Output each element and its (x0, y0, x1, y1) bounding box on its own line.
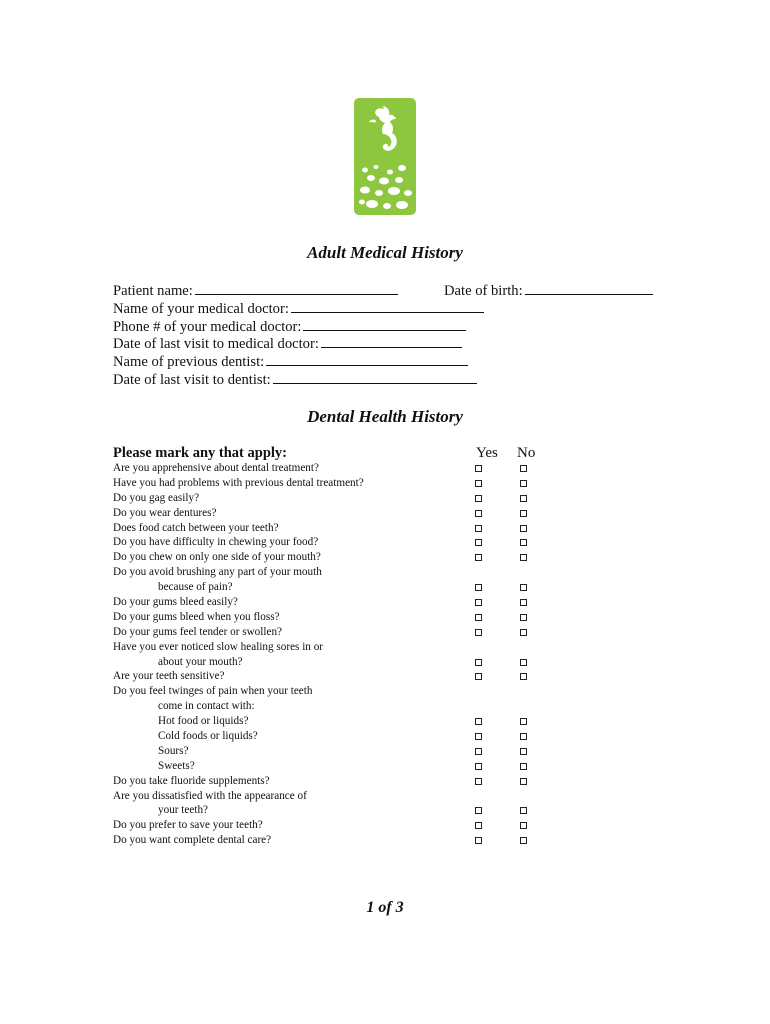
patient-name-label: Patient name: (113, 283, 193, 299)
no-checkbox[interactable] (520, 539, 527, 546)
question-text: Do you take fluoride supplements? (113, 774, 270, 787)
seahorse-logo-icon (354, 98, 416, 215)
question-row (113, 550, 543, 565)
yes-checkbox[interactable] (475, 495, 482, 502)
date-of-birth-field[interactable] (525, 281, 653, 295)
yes-checkbox[interactable] (475, 629, 482, 636)
last-doctor-visit-label: Date of last visit to medical doctor: (113, 336, 319, 353)
dental-history-title: Dental Health History (307, 407, 463, 426)
question-row (113, 714, 543, 729)
no-checkbox[interactable] (520, 510, 527, 517)
yes-checkbox[interactable] (475, 584, 482, 591)
yes-checkbox[interactable] (475, 539, 482, 546)
no-checkbox[interactable] (520, 495, 527, 502)
previous-dentist-row (113, 352, 658, 370)
yes-checkbox[interactable] (475, 510, 482, 517)
question-row (113, 818, 543, 833)
no-checkbox[interactable] (520, 584, 527, 591)
question-text: Do your gums bleed when you floss? (113, 610, 280, 623)
no-checkbox[interactable] (520, 659, 527, 666)
question-row (113, 461, 543, 476)
no-checkbox[interactable] (520, 718, 527, 725)
question-text: Do your gums feel tender or swollen? (113, 625, 283, 638)
question-text: Do you chew on only one side of your mouth? (113, 551, 321, 564)
no-checkbox[interactable] (520, 629, 527, 636)
question-row (113, 684, 543, 699)
question-text: Have you had problems with previous dental treatment? (113, 476, 364, 489)
question-row (113, 640, 543, 655)
question-text: Sours? (158, 744, 189, 757)
no-checkbox[interactable] (520, 807, 527, 814)
yes-checkbox[interactable] (475, 554, 482, 561)
yes-checkbox[interactable] (475, 659, 482, 666)
yes-checkbox[interactable] (475, 718, 482, 725)
yes-checkbox[interactable] (475, 614, 482, 621)
question-text: Do your gums bleed easily? (113, 596, 238, 609)
question-text: Do you avoid brushing any part of your mouth (113, 566, 322, 579)
question-row (113, 521, 543, 536)
doctor-phone-label: Phone # of your medical doctor: (113, 318, 302, 335)
yes-checkbox[interactable] (475, 837, 482, 844)
questions-prompt: Please mark any that apply: (113, 445, 287, 461)
question-text: Sweets? (158, 759, 195, 772)
question-row (113, 625, 543, 640)
question-row (113, 803, 543, 818)
no-checkbox[interactable] (520, 748, 527, 755)
patient-name-row (113, 281, 658, 299)
question-row (113, 699, 543, 714)
no-checkbox[interactable] (520, 763, 527, 770)
medical-doctor-row (113, 299, 658, 317)
medical-doctor-field[interactable] (291, 299, 484, 313)
question-row (113, 744, 543, 759)
question-row (113, 655, 543, 670)
question-text: your teeth? (158, 804, 209, 817)
doctor-phone-row (113, 317, 658, 335)
yes-checkbox[interactable] (475, 778, 482, 785)
question-row (113, 789, 543, 804)
yes-checkbox[interactable] (475, 733, 482, 740)
no-checkbox[interactable] (520, 778, 527, 785)
last-dentist-visit-field[interactable] (273, 370, 477, 384)
medical-doctor-label: Name of your medical doctor: (113, 300, 289, 317)
no-column-header: No (517, 445, 536, 461)
yes-checkbox[interactable] (475, 763, 482, 770)
patient-name-field[interactable] (195, 281, 398, 295)
question-text: Do you gag easily? (113, 491, 200, 504)
no-checkbox[interactable] (520, 525, 527, 532)
yes-checkbox[interactable] (475, 748, 482, 755)
question-row (113, 729, 543, 744)
medical-history-title: Adult Medical History (307, 243, 463, 262)
question-row (113, 491, 543, 506)
no-checkbox[interactable] (520, 733, 527, 740)
doctor-phone-field[interactable] (303, 317, 466, 331)
yes-column-header: Yes (476, 445, 498, 461)
yes-checkbox[interactable] (475, 822, 482, 829)
question-row (113, 535, 543, 550)
question-text: Do you feel twinges of pain when your teeth (113, 685, 313, 698)
page-number: 1 of 3 (366, 899, 404, 916)
patient-info-section (113, 281, 658, 388)
date-of-birth-label: Date of birth: (444, 283, 523, 299)
question-text: about your mouth? (158, 655, 243, 668)
yes-checkbox[interactable] (475, 480, 482, 487)
previous-dentist-label: Name of previous dentist: (113, 354, 265, 371)
question-row (113, 759, 543, 774)
question-text: because of pain? (158, 581, 233, 594)
last-doctor-visit-field[interactable] (321, 334, 462, 348)
question-text: Do you wear dentures? (113, 506, 217, 519)
yes-checkbox[interactable] (475, 807, 482, 814)
last-dentist-visit-label: Date of last visit to dentist: (113, 371, 271, 388)
question-row (113, 565, 543, 580)
question-row (113, 580, 543, 595)
question-text: Do you prefer to save your teeth? (113, 819, 263, 832)
question-text: Do you want complete dental care? (113, 834, 272, 847)
no-checkbox[interactable] (520, 599, 527, 606)
question-row (113, 669, 543, 684)
question-row (113, 610, 543, 625)
question-text: Are your teeth sensitive? (113, 670, 225, 683)
last-dentist-visit-row (113, 370, 658, 388)
question-text: Are you apprehensive about dental treatment? (113, 462, 319, 474)
yes-checkbox[interactable] (475, 465, 482, 472)
no-checkbox[interactable] (520, 554, 527, 561)
question-row (113, 595, 543, 610)
question-text: Are you dissatisfied with the appearance of (113, 789, 307, 802)
question-text: come in contact with: (158, 700, 255, 713)
questions-list (113, 461, 543, 848)
no-checkbox[interactable] (520, 673, 527, 680)
yes-checkbox[interactable] (475, 673, 482, 680)
last-doctor-visit-row (113, 334, 658, 352)
no-checkbox[interactable] (520, 837, 527, 844)
no-checkbox[interactable] (520, 822, 527, 829)
question-row (113, 774, 543, 789)
question-text: Do you have difficulty in chewing your food? (113, 536, 319, 549)
yes-checkbox[interactable] (475, 525, 482, 532)
question-row (113, 476, 543, 491)
question-text: Cold foods or liquids? (158, 730, 258, 743)
question-text: Hot food or liquids? (158, 715, 249, 728)
question-row (113, 833, 543, 848)
previous-dentist-field[interactable] (266, 352, 468, 366)
question-text: Have you ever noticed slow healing sores in or (113, 640, 324, 653)
question-row (113, 506, 543, 521)
yes-checkbox[interactable] (475, 599, 482, 606)
question-text: Does food catch between your teeth? (113, 521, 279, 534)
no-checkbox[interactable] (520, 480, 527, 487)
no-checkbox[interactable] (520, 614, 527, 621)
no-checkbox[interactable] (520, 465, 527, 472)
